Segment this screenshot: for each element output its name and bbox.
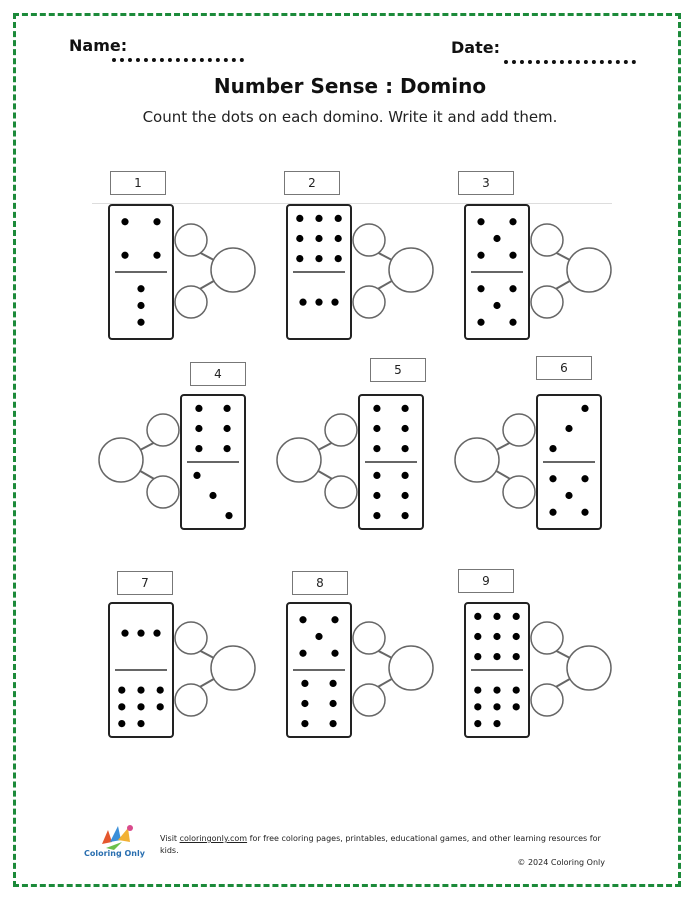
domino-dot (565, 492, 572, 499)
name-field[interactable] (112, 58, 244, 62)
domino (286, 204, 486, 342)
sum-answer-circle[interactable] (389, 248, 433, 292)
part-answer-circle[interactable] (531, 224, 563, 256)
instructions: Count the dots on each domino. Write it and add them. (142, 108, 558, 126)
domino-number-box: 3 (458, 171, 514, 195)
domino-dot (153, 252, 160, 259)
domino-dot (299, 299, 306, 306)
part-answer-circle[interactable] (531, 684, 563, 716)
domino-dot (137, 302, 144, 309)
domino-dot (137, 687, 144, 694)
domino-dot (493, 302, 500, 309)
domino-dot (474, 703, 481, 710)
domino-dot (493, 235, 500, 242)
part-answer-circle[interactable] (503, 476, 535, 508)
domino-dot (335, 235, 342, 242)
domino-dot (373, 445, 380, 452)
domino-dot (581, 475, 588, 482)
domino-dot (329, 700, 336, 707)
domino-dot (509, 252, 516, 259)
domino-dot (331, 299, 338, 306)
part-answer-circle[interactable] (353, 224, 385, 256)
domino-number-box: 4 (190, 362, 246, 386)
domino-dot (477, 252, 484, 259)
domino-dot (401, 512, 408, 519)
domino-dot (225, 512, 232, 519)
sum-answer-circle[interactable] (277, 438, 321, 482)
domino-dot (299, 616, 306, 623)
footer (160, 833, 605, 869)
domino (286, 602, 486, 740)
part-answer-circle[interactable] (175, 684, 207, 716)
domino-dot (373, 405, 380, 412)
domino-dot (301, 700, 308, 707)
part-answer-circle[interactable] (353, 622, 385, 654)
part-answer-circle[interactable] (175, 622, 207, 654)
domino-dot (401, 405, 408, 412)
domino-dot (401, 445, 408, 452)
domino-dot (335, 215, 342, 222)
domino-dot (565, 425, 572, 432)
domino-dot (474, 653, 481, 660)
part-answer-circle[interactable] (531, 622, 563, 654)
logo-text: Coloring Only (84, 849, 145, 858)
domino-dot (137, 319, 144, 326)
domino-dot (157, 703, 164, 710)
sum-answer-circle[interactable] (389, 646, 433, 690)
domino-dot (137, 285, 144, 292)
domino-dot (153, 218, 160, 225)
domino-number-box: 2 (284, 171, 340, 195)
domino (464, 204, 664, 342)
domino (108, 204, 308, 342)
domino-dot (209, 492, 216, 499)
domino-dot (513, 613, 520, 620)
footer-copyright: © 2024 Coloring Only (517, 858, 605, 867)
part-answer-circle[interactable] (325, 414, 357, 446)
domino-dot (474, 720, 481, 727)
domino-dot (513, 633, 520, 640)
domino-number-box: 7 (117, 571, 173, 595)
domino-dot (315, 215, 322, 222)
part-answer-circle[interactable] (353, 286, 385, 318)
domino-dot (581, 405, 588, 412)
domino-dot (513, 687, 520, 694)
domino-dot (373, 472, 380, 479)
domino-dot (223, 445, 230, 452)
domino (464, 602, 664, 740)
domino-dot (195, 445, 202, 452)
domino-dot (401, 472, 408, 479)
domino-dot (477, 319, 484, 326)
domino-dot (549, 445, 556, 452)
sum-answer-circle[interactable] (455, 438, 499, 482)
date-field[interactable] (504, 60, 636, 64)
domino-dot (401, 492, 408, 499)
sum-answer-circle[interactable] (211, 248, 255, 292)
domino-dot (118, 687, 125, 694)
part-answer-circle[interactable] (503, 414, 535, 446)
domino-dot (509, 319, 516, 326)
domino-dot (329, 720, 336, 727)
domino-dot (315, 633, 322, 640)
part-answer-circle[interactable] (325, 476, 357, 508)
domino-dot (474, 687, 481, 694)
domino-dot (121, 252, 128, 259)
domino-dot (118, 703, 125, 710)
domino-dot (477, 218, 484, 225)
footer-visit-suffix: for free coloring pages, printables, educational games, and other learning resources for kids. (160, 834, 601, 855)
domino-dot (137, 630, 144, 637)
sum-answer-circle[interactable] (567, 646, 611, 690)
domino-dot (513, 703, 520, 710)
domino (100, 394, 300, 532)
domino-dot (315, 299, 322, 306)
domino-dot (157, 687, 164, 694)
footer-visit-prefix: Visit (160, 834, 180, 843)
domino-dot (335, 255, 342, 262)
part-answer-circle[interactable] (353, 684, 385, 716)
domino-dot (301, 720, 308, 727)
domino-dot (474, 633, 481, 640)
domino-dot (331, 616, 338, 623)
domino-dot (373, 492, 380, 499)
domino-dot (513, 653, 520, 660)
domino-dot (121, 218, 128, 225)
domino-dot (296, 235, 303, 242)
domino-dot (193, 472, 200, 479)
domino-dot (296, 215, 303, 222)
part-answer-circle[interactable] (175, 224, 207, 256)
domino-dot (549, 475, 556, 482)
domino-dot (493, 653, 500, 660)
domino-dot (315, 255, 322, 262)
domino-dot (373, 425, 380, 432)
domino-dot (118, 720, 125, 727)
domino-dot (137, 720, 144, 727)
domino-number-box: 6 (536, 356, 592, 380)
domino-dot (373, 512, 380, 519)
name-label: Name: (69, 36, 128, 55)
sum-answer-circle[interactable] (567, 248, 611, 292)
part-answer-circle[interactable] (147, 476, 179, 508)
domino-dot (223, 425, 230, 432)
sum-answer-circle[interactable] (99, 438, 143, 482)
domino-dot (137, 703, 144, 710)
domino-dot (296, 255, 303, 262)
domino-number-box: 1 (110, 171, 166, 195)
domino-dot (493, 613, 500, 620)
domino-dot (121, 630, 128, 637)
domino-dot (315, 235, 322, 242)
domino-number-box: 9 (458, 569, 514, 593)
domino-dot (401, 425, 408, 432)
domino-dot (331, 650, 338, 657)
domino-dot (301, 680, 308, 687)
domino (108, 602, 308, 740)
domino-dot (153, 630, 160, 637)
footer-link[interactable]: coloringonly.com (179, 834, 248, 843)
domino-dot (493, 703, 500, 710)
domino-number-box: 8 (292, 571, 348, 595)
domino (278, 394, 478, 532)
domino-dot (195, 425, 202, 432)
domino-dot (474, 613, 481, 620)
part-answer-circle[interactable] (147, 414, 179, 446)
worksheet-title: Number Sense : Domino (213, 74, 487, 98)
domino-dot (581, 509, 588, 516)
domino-dot (223, 405, 230, 412)
part-answer-circle[interactable] (531, 286, 563, 318)
domino-number-box: 5 (370, 358, 426, 382)
date-label: Date: (451, 38, 500, 57)
domino-dot (493, 687, 500, 694)
domino-dot (477, 285, 484, 292)
domino-dot (493, 720, 500, 727)
domino-dot (195, 405, 202, 412)
sum-answer-circle[interactable] (211, 646, 255, 690)
footer-visit-line (160, 833, 605, 857)
domino-dot (509, 285, 516, 292)
domino-dot (299, 650, 306, 657)
domino-dot (549, 509, 556, 516)
domino-dot (493, 633, 500, 640)
domino (456, 394, 656, 532)
domino-dot (509, 218, 516, 225)
domino-dot (329, 680, 336, 687)
part-answer-circle[interactable] (175, 286, 207, 318)
